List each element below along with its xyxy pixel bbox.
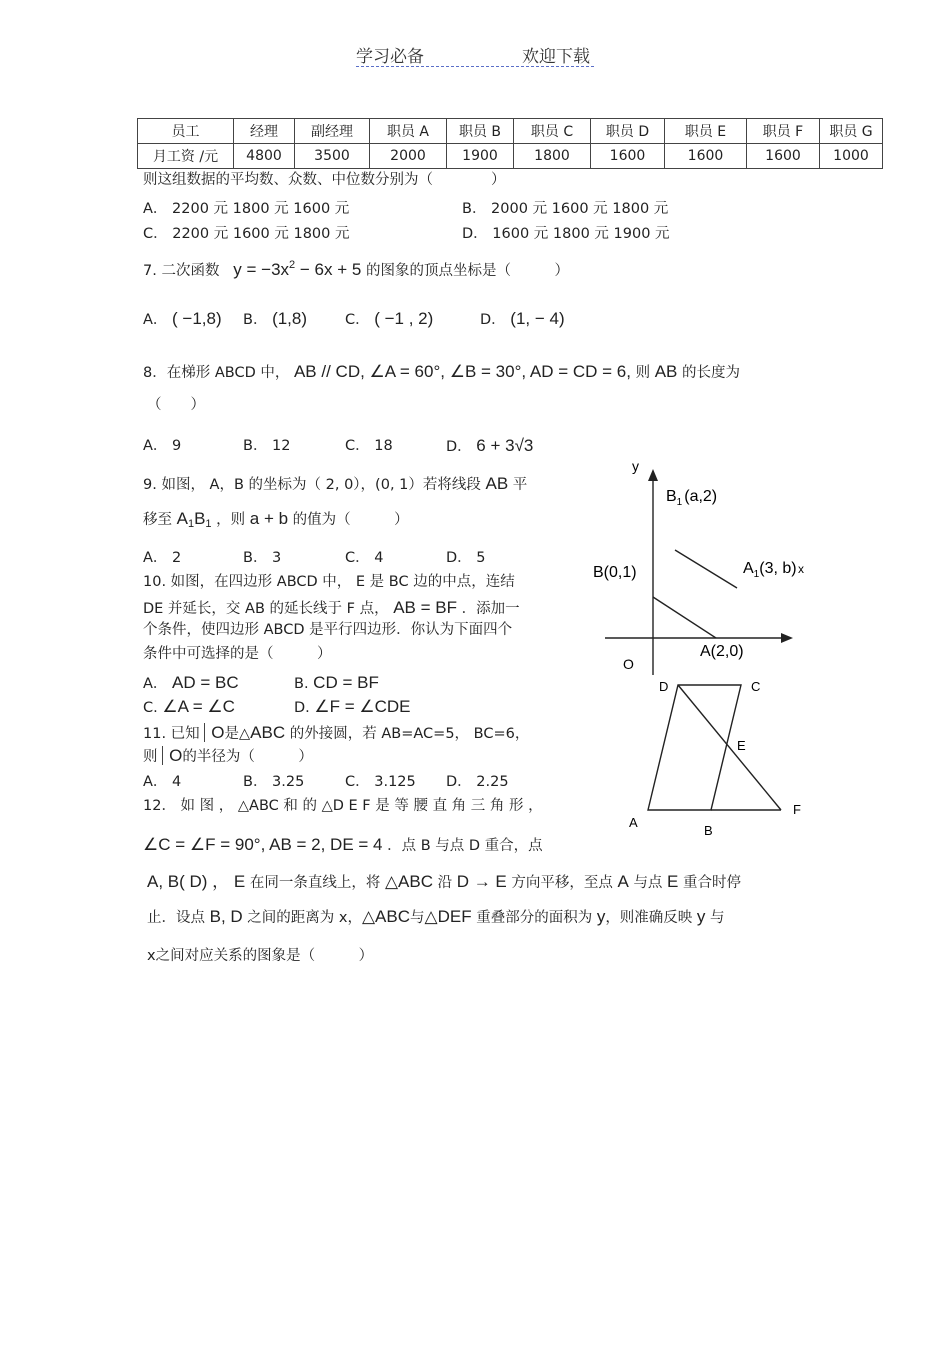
table-cell: 职员 F xyxy=(747,119,820,144)
q7-option-b-label: B． xyxy=(243,312,268,328)
q10-line2 xyxy=(143,597,520,618)
table-cell: 1600 xyxy=(591,144,665,169)
q7-stem xyxy=(143,259,569,280)
salary-table xyxy=(137,118,883,169)
q9-a1: A xyxy=(176,509,188,528)
vertex-c-label: C xyxy=(751,679,761,694)
q9-a1b1 xyxy=(177,509,212,528)
vertex-a-label: A xyxy=(629,815,638,830)
header-left-text: 学习必备 xyxy=(356,47,424,67)
q7-option-c xyxy=(345,308,433,329)
q9-option-c: C． 4 xyxy=(345,550,384,566)
q10-option-d-label: D. xyxy=(294,700,310,716)
q8-option-d-value: 6 + 3√3 xyxy=(476,436,534,455)
table-cell: 1600 xyxy=(665,144,747,169)
q7-option-a-label: A． xyxy=(143,312,168,328)
q11-line1-mid: 是△ xyxy=(224,726,251,742)
segment-a1b1 xyxy=(675,550,737,588)
table-cell: 职员 C xyxy=(514,119,591,144)
q11-option-d: D． 2.25 xyxy=(446,774,509,790)
table-cell: 经理 xyxy=(234,119,295,144)
q7-eq-part2: − 6x + 5 xyxy=(295,260,362,279)
q11-line1 xyxy=(143,722,529,743)
q11-line2 xyxy=(143,745,313,766)
q10-quadrilateral-figure xyxy=(620,675,810,840)
q11-abc: ABC xyxy=(250,723,286,742)
q7-options xyxy=(143,308,222,329)
q11-circle-o: O xyxy=(162,746,182,765)
parallelogram-abcd xyxy=(648,685,741,810)
q7-equation xyxy=(233,260,361,279)
q8-option-c: C． 18 xyxy=(345,438,393,454)
q12-line4-mid2: 与 xyxy=(410,910,425,926)
q10-option-c xyxy=(143,696,235,717)
q6-option-b: B． 2000 元 1600 元 1800 元 xyxy=(462,201,669,217)
q10-option-b-label: B. xyxy=(294,676,309,692)
table-cell: 1800 xyxy=(514,144,591,169)
x-axis-arrow-icon xyxy=(781,633,793,643)
q12-line5: x之间对应关系的图象是（ ） xyxy=(147,948,374,964)
table-cell: 员工 xyxy=(138,119,234,144)
q9-line2-pre: 移至 xyxy=(143,512,172,528)
q7-option-d-value: (1, − 4) xyxy=(510,309,565,328)
q12-line3-tri: △ABC xyxy=(384,872,433,891)
table-header-row xyxy=(138,119,883,144)
q9-line1-text: 9. 如图， A，B 的坐标为（ 2, 0），(0, 1）若将线段 xyxy=(143,477,481,493)
q12-line3-post4: 与点 xyxy=(633,875,663,891)
b1-letter: B xyxy=(666,488,677,505)
segment-ab xyxy=(653,597,716,638)
q12-line2-post: ．点 B 与点 D 重合，点 xyxy=(387,838,543,854)
q10-line2-eq: AB = BF xyxy=(393,598,457,617)
q10-option-a-label: A． xyxy=(143,676,168,692)
q11-circle-o: O xyxy=(204,723,224,742)
q10-option-c-value: ∠A = ∠C xyxy=(162,697,235,716)
q8-option-b: B． 12 xyxy=(243,438,291,454)
q12-line3-eq: A, B( D) ， E xyxy=(147,872,246,891)
table-cell: 3500 xyxy=(295,144,370,169)
table-cell: 副经理 xyxy=(295,119,370,144)
q7-pre: 7. 二次函数 xyxy=(143,263,220,279)
q10-option-b xyxy=(294,672,379,693)
table-cell: 1600 xyxy=(747,144,820,169)
q12-line4-post: ，则准确反映 xyxy=(605,910,693,926)
y-axis-arrow-icon xyxy=(648,469,658,481)
vertex-d-label: D xyxy=(659,679,669,694)
segment-df xyxy=(678,685,781,810)
q12-line4-tri2: △DEF xyxy=(424,907,472,926)
q10-option-b-value: CD = BF xyxy=(313,673,379,692)
q12-line4-pre: 止．设点 xyxy=(147,910,205,926)
point-a-label: A(2,0) xyxy=(700,643,744,660)
q11-option-c: C． 3.125 xyxy=(345,774,416,790)
x-axis-label: x xyxy=(798,562,804,576)
a1-coord: (3, b) xyxy=(759,560,797,577)
vertex-f-label: F xyxy=(793,802,801,817)
header-right-text: 欢迎下载 xyxy=(522,47,590,67)
q9-b1-sub: 1 xyxy=(205,518,212,530)
q6-option-a: A． 2200 元 1800 元 1600 元 xyxy=(143,201,350,217)
q12-line4-post2: 与 xyxy=(710,910,725,926)
q8-post2: 的长度为 xyxy=(682,365,740,381)
q8-option-d-label: D． xyxy=(446,439,472,455)
table-cell: 职员 E xyxy=(665,119,747,144)
q9-a1-sub: 1 xyxy=(187,518,195,530)
q12-line4-tri1: △ABC xyxy=(361,907,411,926)
q6-stem: 则这组数据的平均数、众数、中位数分别为（ ） xyxy=(143,172,506,188)
q12-line4-mid: 之间的距离为 x， xyxy=(247,910,362,926)
q8-stem xyxy=(143,361,740,382)
q12-line3-post2: 沿 xyxy=(437,875,453,891)
q9-line2 xyxy=(143,508,409,532)
q12-line3-post3: 方向平移，至点 xyxy=(511,875,613,891)
q11-line2-post: 的半径为（ ） xyxy=(182,749,313,765)
page-header xyxy=(356,40,594,67)
q12-line3 xyxy=(147,871,741,892)
q9-apb: a + b xyxy=(249,509,289,528)
point-b1-label xyxy=(666,488,717,508)
q9-b1: B xyxy=(194,509,206,528)
origin-label: O xyxy=(623,656,634,672)
a1-letter: A xyxy=(743,560,754,577)
table-cell: 4800 xyxy=(234,144,295,169)
q12-line2 xyxy=(143,834,543,855)
q8-option-d xyxy=(446,435,533,456)
q10-line4: 条件中可选择的是（ ） xyxy=(143,646,332,662)
table-cell: 职员 B xyxy=(447,119,514,144)
q12-line3-dir: D → E xyxy=(456,872,507,891)
q7-option-b-value: (1,8) xyxy=(272,309,308,328)
q10-option-c-label: C. xyxy=(143,700,158,716)
q12-line4-mid3: 重叠部分的面积为 xyxy=(476,910,593,926)
q12-line3-a: A xyxy=(617,872,629,891)
q10-line2-post: ．添加一 xyxy=(461,601,520,617)
table-cell: 职员 D xyxy=(591,119,665,144)
q11-line1-pre: 11. 已知 xyxy=(143,726,200,742)
table-cell: 职员 A xyxy=(370,119,447,144)
q11-line1-post: 的外接圆，若 AB=AC=5， BC=6， xyxy=(289,726,530,742)
b1-sub: 1 xyxy=(676,497,683,508)
q9-option-d: D． 5 xyxy=(446,550,486,566)
q11-option-b: B． 3.25 xyxy=(243,774,305,790)
q12-line4-y: y xyxy=(596,907,606,926)
vertex-b-label: B xyxy=(704,823,713,838)
table-cell: 职员 G xyxy=(820,119,883,144)
b1-coord: (a,2) xyxy=(684,488,718,505)
q8-pre: 8．在梯形 ABCD 中， xyxy=(143,365,290,381)
q7-option-b xyxy=(243,308,307,329)
q7-eq-part: y = −3x xyxy=(233,260,290,279)
q7-option-d xyxy=(480,308,565,329)
q7-option-d-label: D． xyxy=(480,312,506,328)
q7-exponent: 2 xyxy=(289,259,296,271)
q10-line1: 10. 如图，在四边形 ABCD 中， E 是 BC 边的中点，连结 xyxy=(143,574,515,590)
q10-option-d xyxy=(294,696,411,717)
q12-line3-e: E xyxy=(667,872,679,891)
q9-line1-end: 平 xyxy=(512,477,528,493)
q10-line2-pre: DE 并延长，交 AB 的延长线于 F 点， xyxy=(143,601,389,617)
a1-sub: 1 xyxy=(753,569,760,580)
q9-line2-end: 的值为（ ） xyxy=(292,512,409,528)
table-cell: 2000 xyxy=(370,144,447,169)
q12-line3-post5: 重合时停 xyxy=(683,875,741,891)
q9-line1 xyxy=(143,473,527,494)
q12-line3-post: 在同一条直线上，将 xyxy=(249,875,381,891)
table-cell: 1900 xyxy=(447,144,514,169)
q10-option-d-value: ∠F = ∠CDE xyxy=(314,697,411,716)
q12-line4-y2: y xyxy=(696,907,706,926)
q12-line4-bd: B, D xyxy=(209,907,243,926)
q11-option-a: A． 4 xyxy=(143,774,182,790)
q7-post: 的图象的顶点坐标是（ ） xyxy=(365,263,569,279)
vertex-e-label: E xyxy=(737,738,746,753)
table-row xyxy=(138,144,883,169)
q6-option-c: C． 2200 元 1600 元 1800 元 xyxy=(143,226,350,242)
q10-option-a xyxy=(143,672,239,693)
q7-option-a-value: ( −1,8) xyxy=(172,309,222,328)
q8-paren: （ ） xyxy=(147,397,205,413)
q6-option-d: D． 1600 元 1800 元 1900 元 xyxy=(462,226,670,242)
point-b-label: B(0,1) xyxy=(593,564,637,581)
y-axis-label: y xyxy=(632,458,639,474)
q9-option-a: A． 2 xyxy=(143,550,182,566)
q12-line2-eq: ∠C = ∠F = 90°, AB = 2, DE = 4 xyxy=(143,835,383,854)
table-cell: 1000 xyxy=(820,144,883,169)
q12-line1: 12． 如 图 ， △ABC 和 的 △D E F 是 等 腰 直 角 三 角 形 ， xyxy=(143,798,543,814)
q8-ab: AB xyxy=(654,362,678,381)
q10-line3: 个条件，使四边形 ABCD 是平行四边形．你认为下面四个 xyxy=(143,622,513,638)
q12-line4 xyxy=(147,906,725,927)
q11-line2-pre: 则 xyxy=(143,749,158,765)
q8-condition: AB // CD, ∠A = 60°, ∠B = 30°, AD = CD = 6, xyxy=(293,362,631,381)
q9-coordinate-figure xyxy=(590,455,810,680)
q7-option-c-value: ( −1 , 2) xyxy=(374,309,434,328)
q9-ab: AB xyxy=(485,474,509,493)
q9-option-b: B． 3 xyxy=(243,550,282,566)
table-cell: 月工资 /元 xyxy=(138,144,234,169)
q8-post: 则 xyxy=(635,365,651,381)
q7-option-c-label: C． xyxy=(345,312,370,328)
q9-line2-mid: ，则 xyxy=(216,512,246,528)
q8-option-a: A． 9 xyxy=(143,438,182,454)
point-a1-label xyxy=(743,560,797,580)
q10-option-a-value: AD = BC xyxy=(172,673,239,692)
